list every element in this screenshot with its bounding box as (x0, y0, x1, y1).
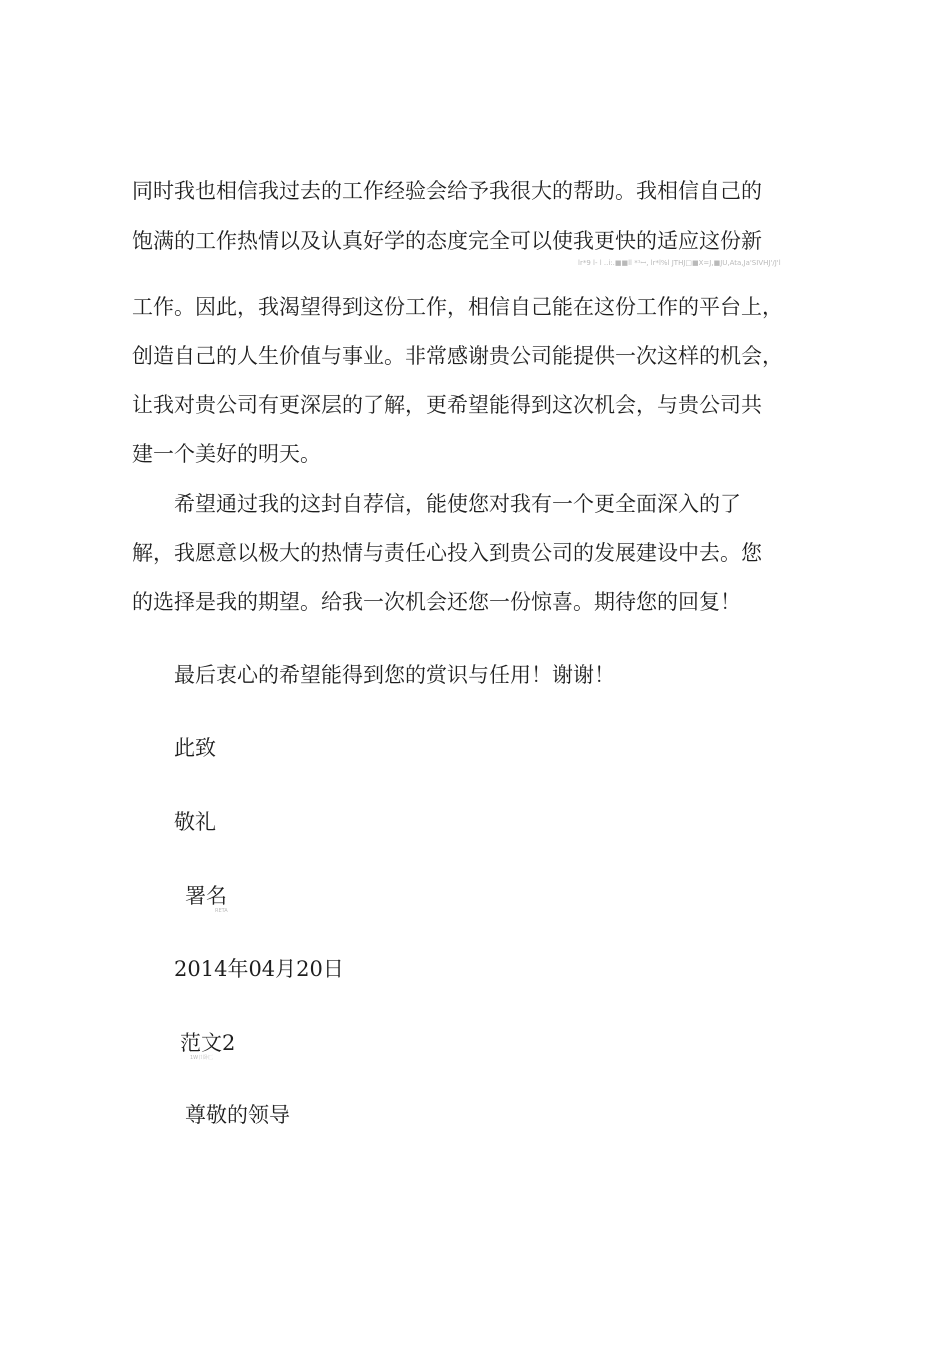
paragraph-2-line-2: 解，我愿意以极大的热情与责任心投入到贵公司的发展建设中去。您 (132, 541, 762, 565)
paragraph-1-line-1: 同时我也相信我过去的工作经验会给予我很大的帮助。我相信自己的 (132, 179, 762, 203)
closing-wish: 最后衷心的希望能得到您的赏识与任用！谢谢！ (174, 663, 615, 687)
scan-noise-line: lr*9 l- l ..i:.■■ll *¹ꟷ, lr*l%l JTHJ□■X=J,■JU,Ata,Ja'SIVHJ'/J'l (578, 259, 781, 267)
paragraph-1-line-2: 饱满的工作热情以及认真好学的态度完全可以使我更快的适应这份新 (132, 229, 762, 253)
scan-noise-sample: 1W卩卧匚 (190, 1055, 214, 1061)
regards: 敬礼 (174, 810, 216, 834)
paragraph-1-line-5: 让我对贵公司有更深层的了解，更希望能得到这次机会，与贵公司共 (132, 393, 762, 417)
sample-title: 范文2 (180, 1031, 236, 1055)
scan-noise-signature: RETA (215, 908, 228, 914)
paragraph-1-line-4: 创造自己的人生价值与事业。非常感谢贵公司能提供一次这样的机会， (132, 344, 783, 368)
signature: 署名 (185, 884, 227, 908)
paragraph-1-line-3: 工作。因此，我渴望得到这份工作，相信自己能在这份工作的平台上， (132, 295, 783, 319)
sample-greeting: 尊敬的领导 (185, 1103, 290, 1127)
paragraph-2-line-3: 的选择是我的期望。给我一次机会还您一份惊喜。期待您的回复！ (132, 590, 741, 614)
paragraph-1-line-6: 建一个美好的明天。 (132, 442, 321, 466)
paragraph-2-line-1: 希望通过我的这封自荐信，能使您对我有一个更全面深入的了 (174, 492, 741, 516)
salutation-close: 此致 (174, 736, 216, 760)
letter-date: 2014年04月20日 (174, 957, 344, 981)
